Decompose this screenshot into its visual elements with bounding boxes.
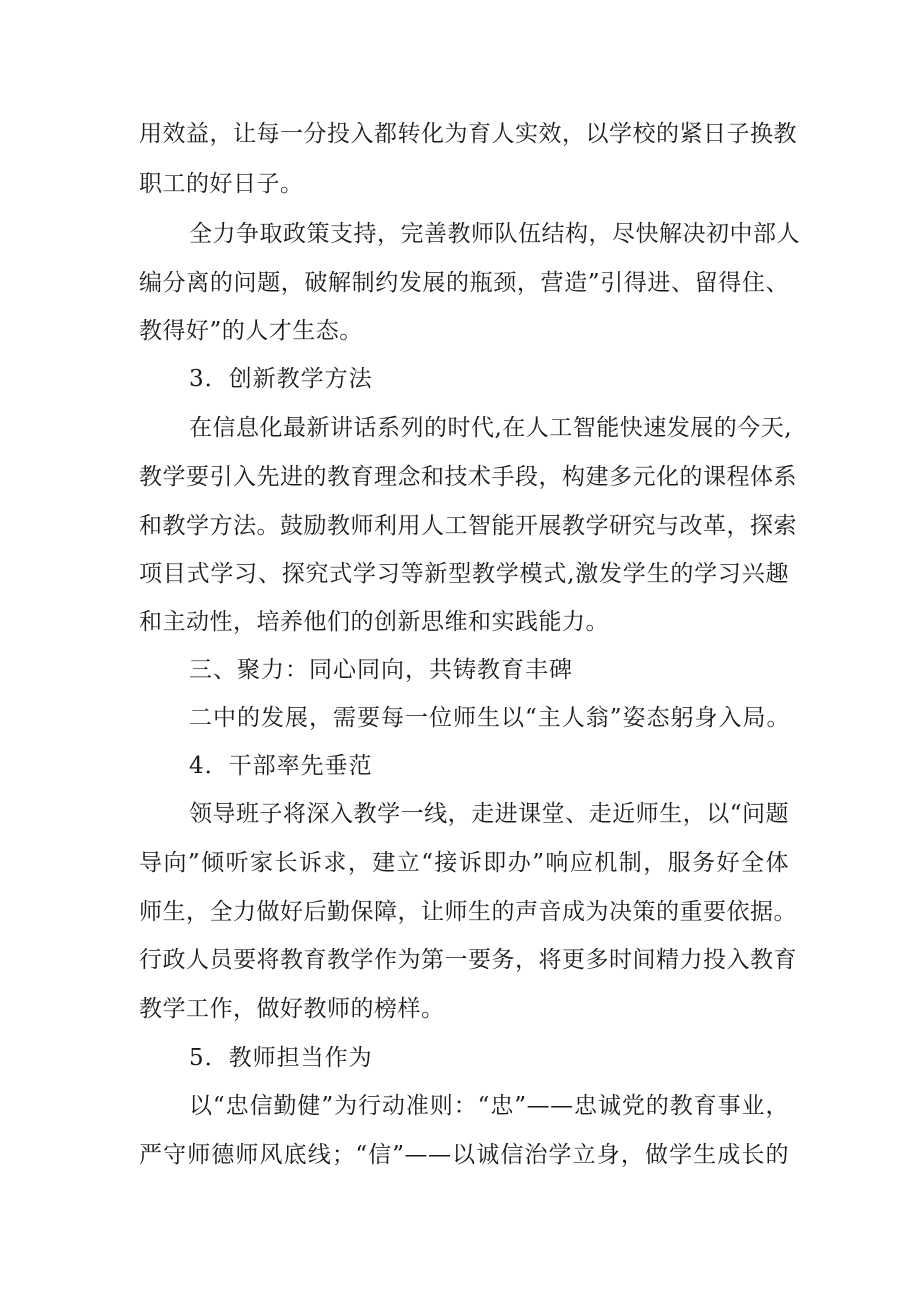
subheading-3: 3．创新教学方法: [189, 366, 373, 392]
paragraph-line: 教学要引入先进的教育理念和技术手段，构建多元化的课程体系: [139, 464, 797, 490]
paragraph-line: 用效益，让每一分投入都转化为育人实效，以学校的紧日子换教: [139, 121, 797, 147]
paragraph-line: 职工的好日子。: [139, 171, 304, 197]
paragraph-line: 领导班子将深入教学一线，走进课堂、走近师生，以“问题: [189, 801, 789, 827]
paragraph-line: 严守师德师风底线；“信”——以诚信治学立身，做学生成长的: [139, 1142, 789, 1168]
paragraph-line: 编分离的问题，破解制约发展的瓶颈，营造”引得进、留得住、: [139, 270, 789, 296]
paragraph-line: 行政人员要将教育教学作为第一要务，将更多时间精力投入教育: [139, 947, 797, 973]
paragraph-line: 二中的发展，需要每一位师生以“主人翁”姿态躬身入局。: [189, 705, 791, 731]
subheading-5: 5．教师担当作为: [189, 1045, 373, 1071]
section-heading: 三、聚力：同心同向，共铸教育丰碑: [189, 657, 573, 683]
paragraph-line: 教学工作，做好教师的榜样。: [139, 996, 445, 1022]
paragraph-line: 以“忠信勤健”为行动准则：“忠”——忠诚党的教育事业，: [189, 1093, 789, 1119]
paragraph-line: 全力争取政策支持，完善教师队伍结构，尽快解决初中部人: [189, 221, 800, 247]
paragraph-line: 项目式学习、探究式学习等新型教学模式,激发学生的学习兴趣: [139, 561, 789, 587]
paragraph-line: 师生，全力做好后勤保障，让师生的声音成为决策的重要依据。: [139, 899, 797, 925]
subheading-4: 4．干部率先垂范: [189, 753, 373, 779]
paragraph-line: 导向”倾听家长诉求，建立“接诉即办”响应机制，服务好全体: [139, 850, 789, 876]
paragraph-line: 和主动性，培养他们的创新思维和实践能力。: [139, 609, 609, 635]
paragraph-line: 和教学方法。鼓励教师利用人工智能开展教学研究与改革，探索: [139, 513, 797, 539]
paragraph-line: 在信息化最新讲话系列的时代,在人工智能快速发展的今天,: [189, 415, 793, 441]
paragraph-line: 教得好”的人才生态。: [139, 318, 363, 344]
